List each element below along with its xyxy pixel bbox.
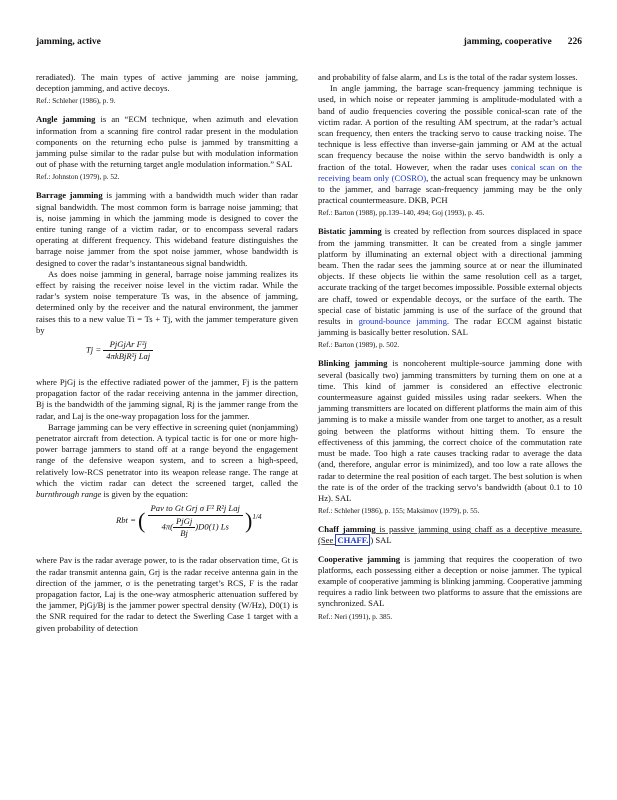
equation-numerator: Pav to Gt Grj σ F² R²j Laj [148,503,243,515]
paragraph-text: Barrage jamming can be very effective in screening quiet (nonjamming) penetrator aircraft from detection. A typical tactic is for one or more high-power barrage jammers to stand off at a range beyond the engagement range of the defensive weapon system, and to screen a high-speed, relatively low-RCS penetrator into its weapon release range. The range at which the victim radar can detect the screened target, called the [36,421,298,488]
equation-fraction [103,339,153,362]
italic-term: burnthrough range [36,489,102,500]
right-column [318,72,582,630]
entry-term: Barrage jamming [36,190,103,201]
entry-term: Blinking jamming [318,358,388,369]
equation-denominator: 4π( $\frac{\text{PjGj}}{Bj}$ )D0(1) Ls [161,515,229,538]
left-column [36,72,298,634]
inner-denominator: Bj [180,527,188,538]
entry-text: is jamming with a bandwidth much wider than radar signal bandwidth. The most common form is barrage noise jamming; that is, noise jamming in which the jamming mode is designed to cover the entire tuning range of a victim radar, or to encompass several radars operating at different frequency. This wideband feature distinguishes the barrage noise jammer from the spot noise jammer, whose bandwidth is designed to cover the radar’s instantaneous signal bandwidth. [36,190,298,268]
equation-lhs: Rbt = [116,515,136,526]
reference: Ref.: Barton (1988), pp.139–140, 494; Goj (1993), p. 45. [318,208,485,218]
header-right [464,37,582,47]
equation-burnthrough-range [36,503,298,551]
page-number: 226 [567,37,582,47]
paragraph: As does noise jamming in general, barrage noise jamming realizes its effect by raising the receiver noise level in the victim radar. While the radar’s system noise temperature Ts was, in the absence of jamming, determined only by the receiver and the natural environment, the jammer raises this to a new value Ti = Ts + Tj, with the jammer temperature given by [36,268,298,335]
equation-lhs: Tj = [86,344,102,355]
paragraph-text: , the actual scan frequency may be unknown to the jammer, and barrage scan-frequency jamming may be the only practical countermeasure. DKB, PCH [318,172,582,206]
entry-text: ) SAL [370,535,392,546]
entry-bistatic-jamming [318,226,582,338]
paragraph-text: In angle jamming, the barrage scan-frequency jamming technique is used, in which noise or repeater jamming is amplitude-modulated with a band of audio frequencies covering the possible conical-scan rate of the victim radar. A portion of the resulting AM spectrum, at the radar’s actual scan frequency, then enters the tracking servo to cause tracking noise. The technique is less effective than inverse-gain jamming or AM at the actual scan frequency because the noise within the servo bandwidth is only a fraction of the total. However, when the radar uses [318,83,582,172]
entry-text: is passive jamming using chaff as a deceptive measure. (See [318,524,582,546]
paragraph [36,422,298,500]
entry-term: Cooperative jamming [318,553,401,564]
paren-open: ( [138,508,146,534]
entry-term: Bistatic jamming [318,226,382,237]
entry-term: Chaff jamming [318,524,376,535]
entry-term: Angle jamming [36,114,96,125]
cross-reference-link[interactable]: CHAFF. [337,535,369,546]
entry-text: is noncoherent multiple-source jamming done with several (basically two) jamming transmitters by turning them on one at a time. This kind of jammer is considered an effective electronic countermeasure against guided missiles using radar seekers. When the jamming transmitters are located on different platforms the main aim of this jamming is to make a missile wander from one target to another, as a result going between the platforms without hitting them. To ensure the effectiveness of this jamming, the correct choice of the commutation rate must be made. Too high a rate causes tracking radar to average the data (and, therefore, angular error is minimized), and too low a rate allows the radar to determine the real position of each target. The best solution is when the rate is of the order of the tracking servo’s bandwidth (about 0.1 to 10 Hz). SAL [318,358,582,503]
entry-text: is created by reflection from sources displaced in space from the jamming transmitter. It can be created from a single jammer platform by illuminating an external object with a directional jamming beam. Then the radar sees the jamming source at or near the illuminated objects. If these objects lie within the same resolution cell as a target, accurate tracking of the target becomes impossible. Possible external objects are chaff, towed or expendable decoys, or the surface of the earth. The special case of bistatic jamming is use of the surface of the ground that results in [318,226,582,327]
entry-angle-jamming [36,114,298,170]
entry-text: is jamming that requires the cooperation of two platforms, each possessing either a deception or noise jammer. The typical example of cooperative jamming is blinking jamming. Cooperative jamming requires a radio link between two platforms to assure that the emissions are synchronized. SAL [318,553,582,609]
reference: Ref.: Barton (1989), p. 502. [318,340,400,350]
entry-text: is an “ECM technique, when azimuth and elevation information from a scanning fire control radar present in the modulation components on the returning echo pulse is jammed by transmitting a jamming pulse similar to the radar pulse but with modulation information out of phase with the returning target angle modulation information.” SAL [36,114,298,170]
entry-chaff-jamming [318,524,582,546]
inner-fraction [173,516,195,539]
cross-reference-link[interactable]: conical scan on the receiving beam only (COSRO) [318,161,582,183]
reference: Ref.: Schleher (1986), p. 9. [36,96,116,106]
equation-exponent: 1/4 [252,513,262,522]
reference: Ref.: Schleher (1986), p. 155; Maksimov (1979), p. 55. [318,506,480,516]
continued-paragraph: and probability of false alarm, and Ls is the total of the radar system losses. [318,72,578,82]
paragraph [318,83,582,206]
continued-paragraph: reradiated). The main types of active jamming are noise jamming, deception jamming, and active decoys. [36,72,298,94]
entry-cooperative-jamming [318,554,582,610]
entry-barrage-jamming [36,190,298,268]
paren-close: ) [245,508,253,534]
paragraph-text: is given by the equation: [101,489,188,500]
equation-den-term: 4π [161,521,171,532]
entry-blinking-jamming [318,358,582,504]
equation-fraction [148,503,243,539]
inner-numerator: PjGj [173,516,195,528]
entry-text: . The radar ECCM against bistatic jamming is basically better resolution. SAL [318,316,583,338]
equation-jammer-temperature [36,339,298,373]
equation-denominator: 4πkBjR²j Laj [106,351,151,362]
paragraph: where Pav is the radar average power, to is the radar observation time, Gt is the radar transmit antenna gain, Grj is the radar receive antenna gain in the direction of the jammer, σ is the penetrating target’s RCS, F is the radar propagation factor, Laj is the one-way atmospheric attenuation suffered by the jammer, PjGj/Bj is the jammer power spectral density (W/Hz), D0(1) is the SNR required for the radar to detect the Swerling Case 1 target with a given probability of detection [36,555,298,633]
equation-numerator: PjGjAr F²j [103,339,153,351]
header-right-term: jamming, cooperative [463,37,552,47]
running-header [36,37,582,51]
cross-reference-link[interactable]: ground-bounce jamming [358,316,447,327]
header-left-term: jamming, active [36,37,101,47]
paragraph: where PjGj is the effective radiated power of the jammer, Fj is the pattern propagation factor of the radar receiving antenna in the jammer direction, Bj is the bandwidth of the jamming signal, Rj is the jammer range from the radar, and Laj is the one-way propagation loss for the jammer. [36,377,298,421]
equation-den-term: D0(1) Ls [198,521,229,532]
reference: Ref.: Neri (1991), p. 385. [318,611,393,621]
reference: Ref.: Johnston (1979), p. 52. [36,172,120,182]
